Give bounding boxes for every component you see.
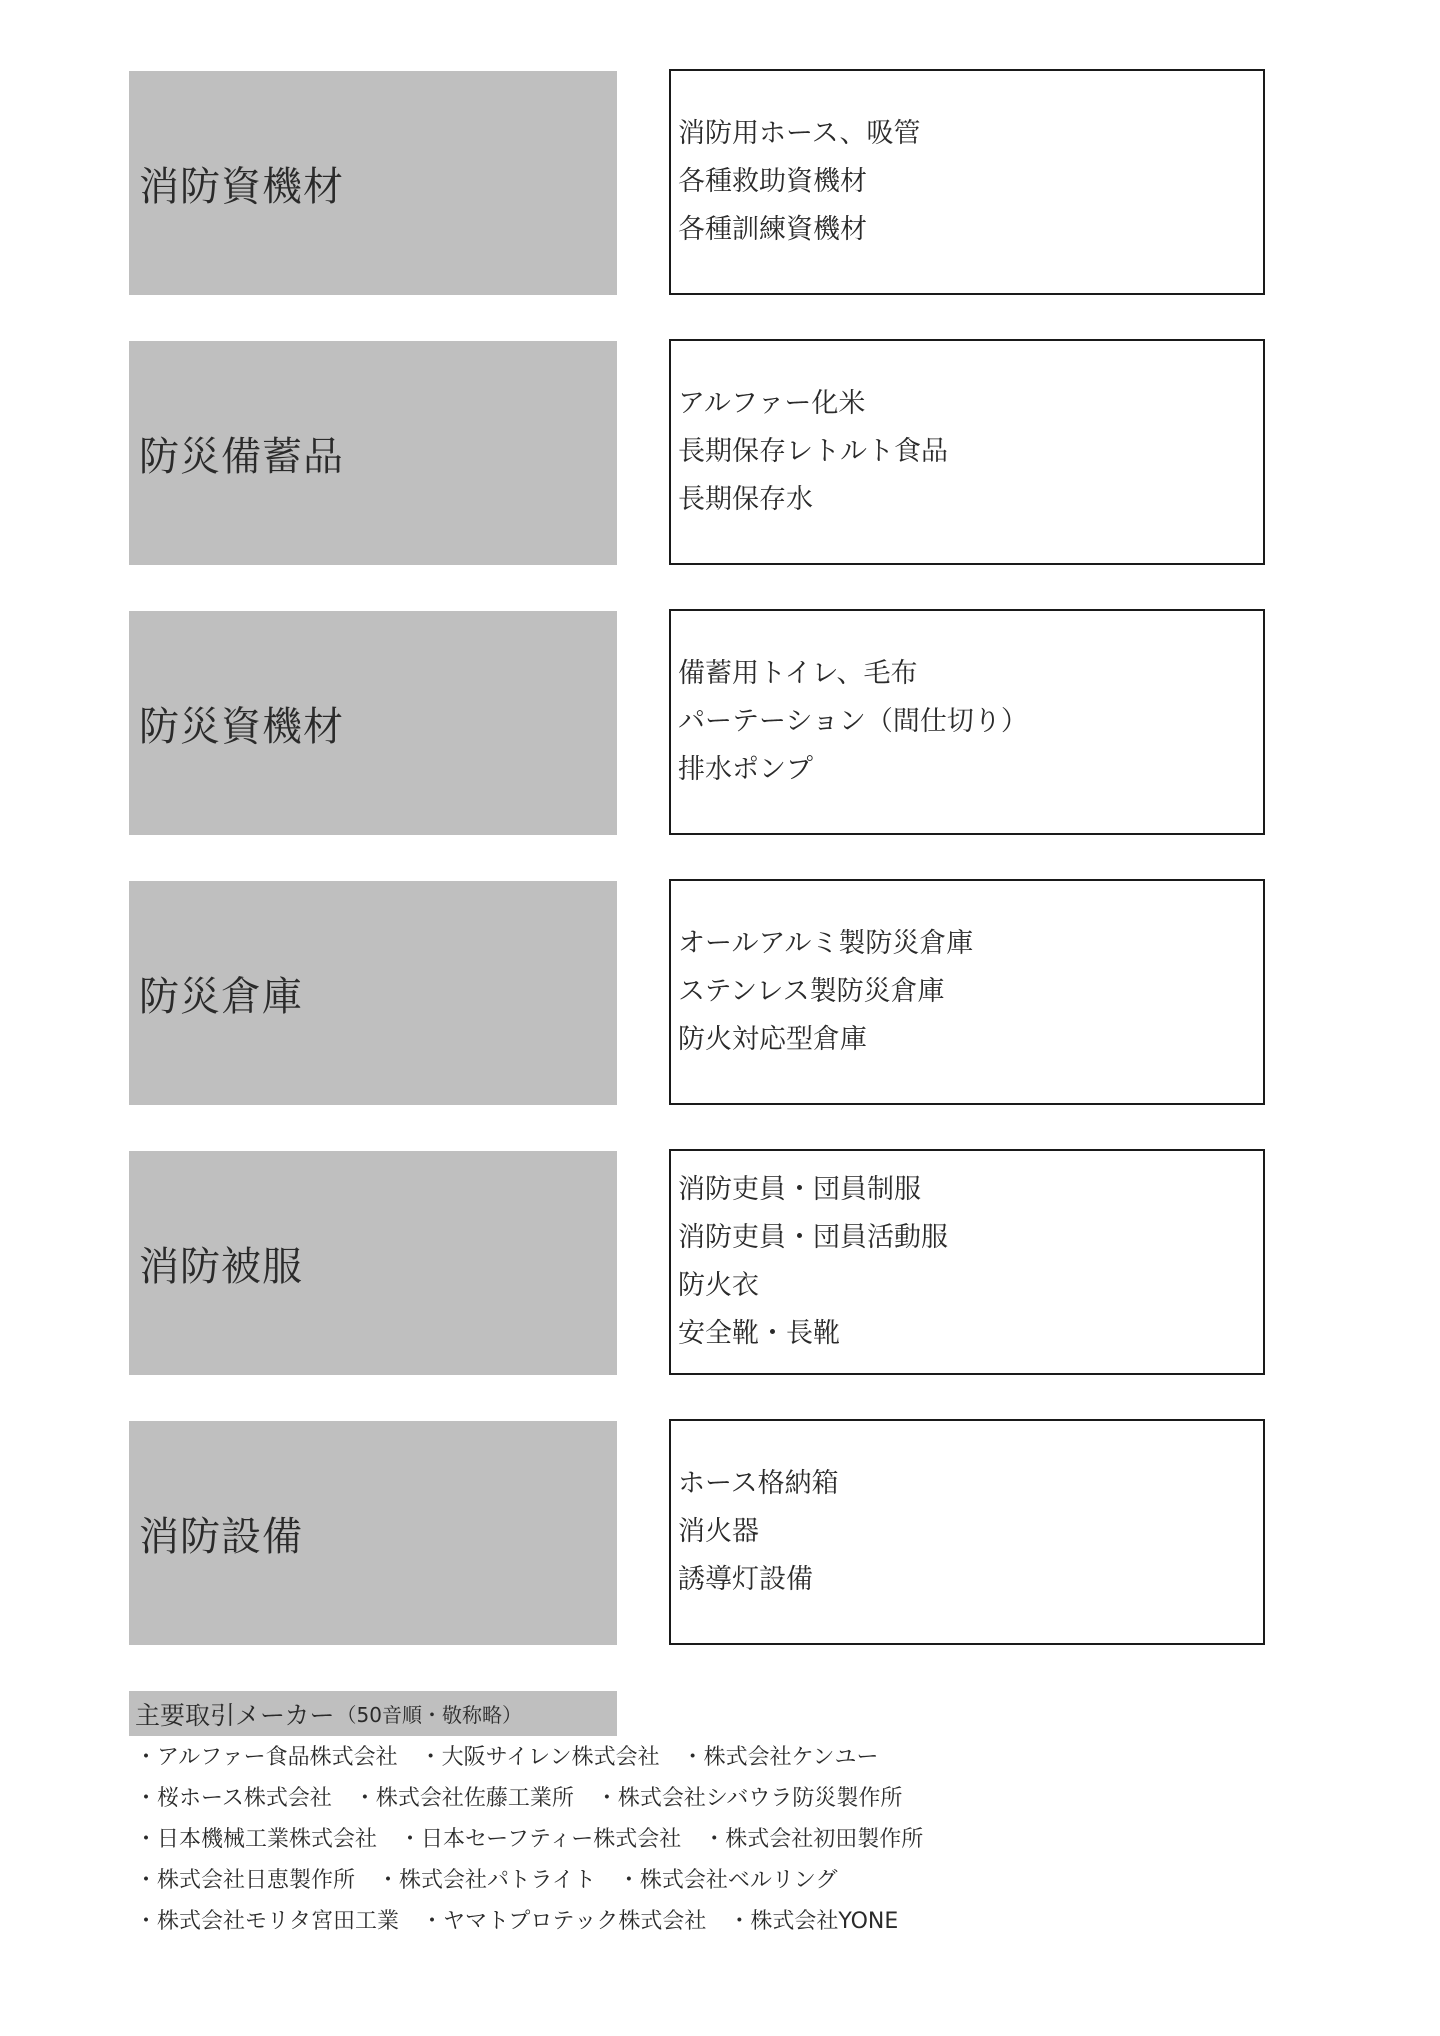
item-text: 各種救助資機材 bbox=[678, 166, 867, 197]
items-box-disaster-storehouse bbox=[669, 879, 1265, 1105]
item-text: 消火器 bbox=[678, 1516, 759, 1547]
item-text: 安全靴・長靴 bbox=[678, 1318, 840, 1349]
items-box-disaster-stockpile bbox=[669, 339, 1265, 565]
makers-line: ・株式会社モリタ宮田工業 ・ヤマトプロテック株式会社 ・株式会社YONE bbox=[135, 1909, 899, 1934]
category-label: 消防資機材 bbox=[139, 163, 344, 210]
category-panel-disaster-equipment bbox=[129, 611, 617, 835]
makers-heading bbox=[129, 1691, 617, 1736]
item-text: 長期保存レトルト食品 bbox=[678, 436, 948, 467]
item-text: ホース格納箱 bbox=[678, 1468, 839, 1499]
category-panel-disaster-storehouse bbox=[129, 881, 617, 1105]
items-box-fire-clothing bbox=[669, 1149, 1265, 1375]
item-text: オールアルミ製防災倉庫 bbox=[678, 928, 974, 959]
makers-line: ・桜ホース株式会社 ・株式会社佐藤工業所 ・株式会社シバウラ防災製作所 bbox=[135, 1786, 903, 1811]
item-text: パーテーション（間仕切り） bbox=[678, 706, 1028, 737]
makers-line: ・株式会社日恵製作所 ・株式会社パトライト ・株式会社ベルリング bbox=[135, 1868, 838, 1893]
item-text: 誘導灯設備 bbox=[678, 1564, 813, 1595]
category-panel-fire-facilities bbox=[129, 1421, 617, 1645]
item-text: 消防用ホース、吸管 bbox=[678, 118, 921, 149]
items-box-fire-facilities bbox=[669, 1419, 1265, 1645]
category-label: 消防設備 bbox=[139, 1513, 303, 1560]
item-text: 消防吏員・団員制服 bbox=[678, 1174, 921, 1205]
item-text: 備蓄用トイレ、毛布 bbox=[678, 658, 918, 689]
item-text: 消防吏員・団員活動服 bbox=[678, 1222, 948, 1253]
item-text: 各種訓練資機材 bbox=[678, 214, 867, 245]
makers-note: （50音順・敬称略） bbox=[336, 1703, 522, 1727]
items-box-fire-equipment bbox=[669, 69, 1265, 295]
items-box-disaster-equipment bbox=[669, 609, 1265, 835]
makers-line: ・アルファー食品株式会社 ・大阪サイレン株式会社 ・株式会社ケンユー bbox=[135, 1745, 879, 1770]
category-panel-fire-clothing bbox=[129, 1151, 617, 1375]
category-label: 防災備蓄品 bbox=[139, 433, 344, 480]
category-label: 防災資機材 bbox=[139, 703, 344, 750]
item-text: 防火対応型倉庫 bbox=[678, 1024, 867, 1055]
item-text: 長期保存水 bbox=[678, 484, 813, 515]
makers-line: ・日本機械工業株式会社 ・日本セーフティー株式会社 ・株式会社初田製作所 bbox=[135, 1827, 924, 1852]
category-panel-fire-equipment bbox=[129, 71, 617, 295]
item-text: ステンレス製防災倉庫 bbox=[678, 976, 945, 1007]
makers-list bbox=[135, 1737, 1235, 1942]
makers-title: 主要取引メーカー bbox=[135, 1700, 335, 1730]
category-label: 防災倉庫 bbox=[139, 973, 303, 1020]
item-text: 排水ポンプ bbox=[678, 754, 813, 785]
category-label: 消防被服 bbox=[139, 1243, 303, 1290]
category-panel-disaster-stockpile bbox=[129, 341, 617, 565]
item-text: 防火衣 bbox=[678, 1270, 759, 1301]
item-text: アルファー化米 bbox=[678, 388, 866, 419]
